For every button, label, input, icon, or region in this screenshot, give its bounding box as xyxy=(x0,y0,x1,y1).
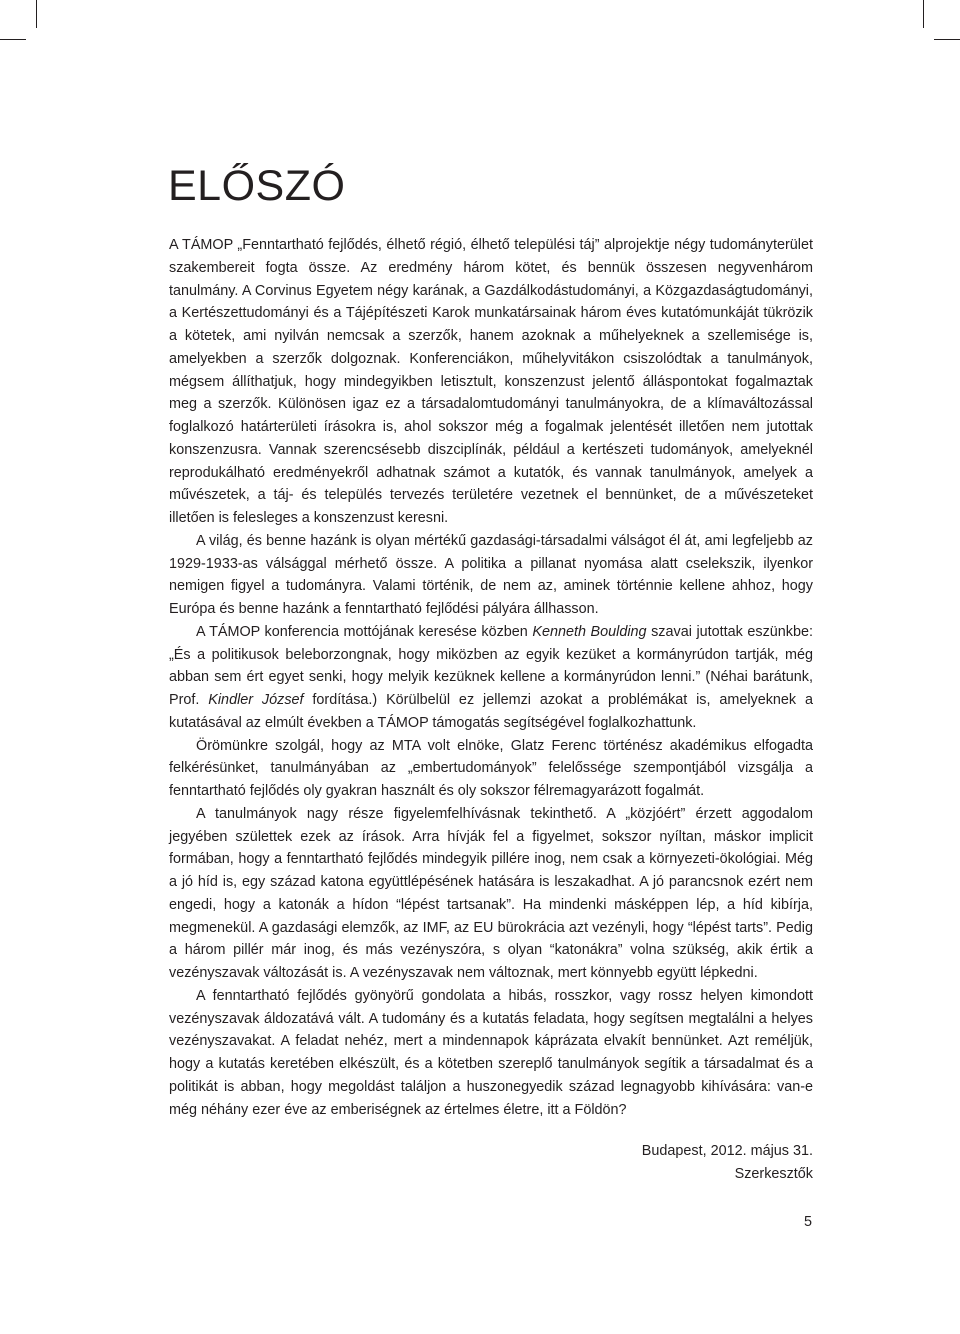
italic-name-run: Kenneth Boulding xyxy=(532,623,647,640)
text-run: szavai jutottak eszünkbe: „És a politikusok beleborzongnak, hogy miközben az egyik kezüket a kormányrúdon tartják, még abban sem ért egyet senki, hogy melyik kezüknek kellene a kormányrúdon lenni.” (Néhai barátunk, Prof. xyxy=(169,623,813,708)
text-run: Örömünkre szolgál, hogy az MTA volt elnöke, Glatz Ferenc történész akadémikus elfogadta felkérésünket, tanulmányában az „embertudományok” felelőssége szempontjából vizsgálja a fenntartható fejlődés oly gyakran használt és oly sokszor félremagyarázott fogalmát. xyxy=(169,737,813,799)
signature-place-date: Budapest, 2012. május 31. xyxy=(641,1143,813,1159)
page-title: ELŐSZÓ xyxy=(168,162,346,210)
text-run: A TÁMOP konferencia mottójának keresése közben xyxy=(196,623,533,640)
page-number: 5 xyxy=(803,1214,812,1230)
crop-mark-top-right-vertical xyxy=(923,0,924,28)
paragraph xyxy=(169,621,813,735)
text-run: A világ, és benne hazánk is olyan mértékű gazdasági-társadalmi válságot él át, ami legfeljebb az 1929-1933-as válsággal mérhető össze. A politika a pillanat nyomása alatt cselekszik, ilyenkor nemigen figyel a tudományra. Valami történik, de nem az, aminek történnie kellene ahhoz, hogy Európa és benne hazánk a fenntartható fejlődési pályára állhasson. xyxy=(169,532,813,617)
crop-mark-top-left-horizontal xyxy=(0,39,26,40)
crop-mark-top-right-horizontal xyxy=(934,39,960,40)
body-text xyxy=(169,234,813,1121)
paragraph xyxy=(169,530,813,621)
signature-author: Szerkesztők xyxy=(734,1165,813,1182)
text-run: fordítása.) Körülbelül ez jellemzi azokat a problémákat is, amelyeknek a kutatásával az elmúlt években a TÁMOP támogatás segítségével foglalkozhattunk. xyxy=(169,692,813,731)
text-run: A TÁMOP „Fenntartható fejlődés, élhető régió, élhető települési táj” alprojektje négy tudományterület szakembereit fogta össze. Az eredmény három kötet, és bennük összesen negyvenhárom tanulmány. A Corvinus Egyetem négy karának, a Gazdálkodástudományi, a Közgazdaságtudományi, a Kertészettudományi és a Tájépítészeti Karok munkatársainak három éves kutatómunkáját tükrözik a kötetek, ami nyilván nemcsak a szerzők, hanem azoknak a műhelyeknek a szellemisége is, amelyekben a szerzők dolgoznak. Konferenciákon, műhelyvitákon csiszolódtak a tanulmányok, mégsem állíthatjuk, hogy mindegyikben letisztult, konszenzust jelentő álláspontokat fogalmaztak meg a szerzők. Különösen igaz ez a társadalomtudományi tanulmányokra, de a klímaváltozással foglalkozó határterületi írásokra is, ahol sokszor még a fogalmak jelentését illetően nem jutottak konszenzusra. Vannak szerencsésebb diszciplínák, például a kertészeti tudományok, amelyeknél reprodukálható eredményekről adhatnak számot a kutatók, és vannak tanulmányok, amelyek a művészetek, a táj- és település tervezés területére vezetnek el bennünket, de a művészeteket illetően is felesleges a konszenzust keresni. xyxy=(169,237,813,526)
signature-block xyxy=(642,1140,813,1186)
paragraph xyxy=(169,803,813,985)
text-run: A fenntartható fejlődés gyönyörű gondolata a hibás, rosszkor, vagy rossz helyen kimondott vezényszavak áldozatává vált. A tudomány és a kutatás feladata, hogy segítsen megtalálni a helyes vezényszavakat. A feladat nehéz, mert a mindennapok káprázata elvakít bennünket. Azt reméljük, hogy a kutatás keretében elkészült, és a kötetben szereplő tanulmányok segítik a társadalmat és a politikát is abban, hogy megoldást találjon a huszonegyedik század legnagyobb kihívására: van-e még néhány ezer éve az emberiségnek az értelmes életre, itt a Földön? xyxy=(169,987,813,1118)
italic-name-run: Kindler József xyxy=(208,692,304,708)
paragraph xyxy=(169,985,813,1122)
paragraph xyxy=(169,234,813,530)
text-run: A tanulmányok nagy része figyelemfelhívásnak tekinthető. A „közjóért” érzett aggodalom jegyében születtek ezek az írások. Arra hívják fel a figyelmet, sokszor nyíltan, máskor implicit formában, hogy a fenntartható fejlődés mindegyik pillére inog, nem csak a környezeti-ökológiai. Még a jó híd is, egy század katona együttlépésének hatására is leszakadhat. A jó parancsnok ezért nem engedi, hogy a katonák a hídon “lépést tartsanak”. Ha mindenki másképpen lép, a híd kibírja, megmenekül. A gazdasági elemzők, az IMF, az EU bürokrácia azt vezényli, hogy “lépést tarts”. Pedig a három pillér már inog, és más vezényszóra, s olyan “katonákra” volna szükség, akik értik a vezényszavak változását is. A vezényszavak nem változnak, mert könnyebb együtt lépkedni. xyxy=(169,805,813,981)
paragraph xyxy=(169,735,813,803)
crop-mark-top-left-vertical xyxy=(36,0,37,28)
